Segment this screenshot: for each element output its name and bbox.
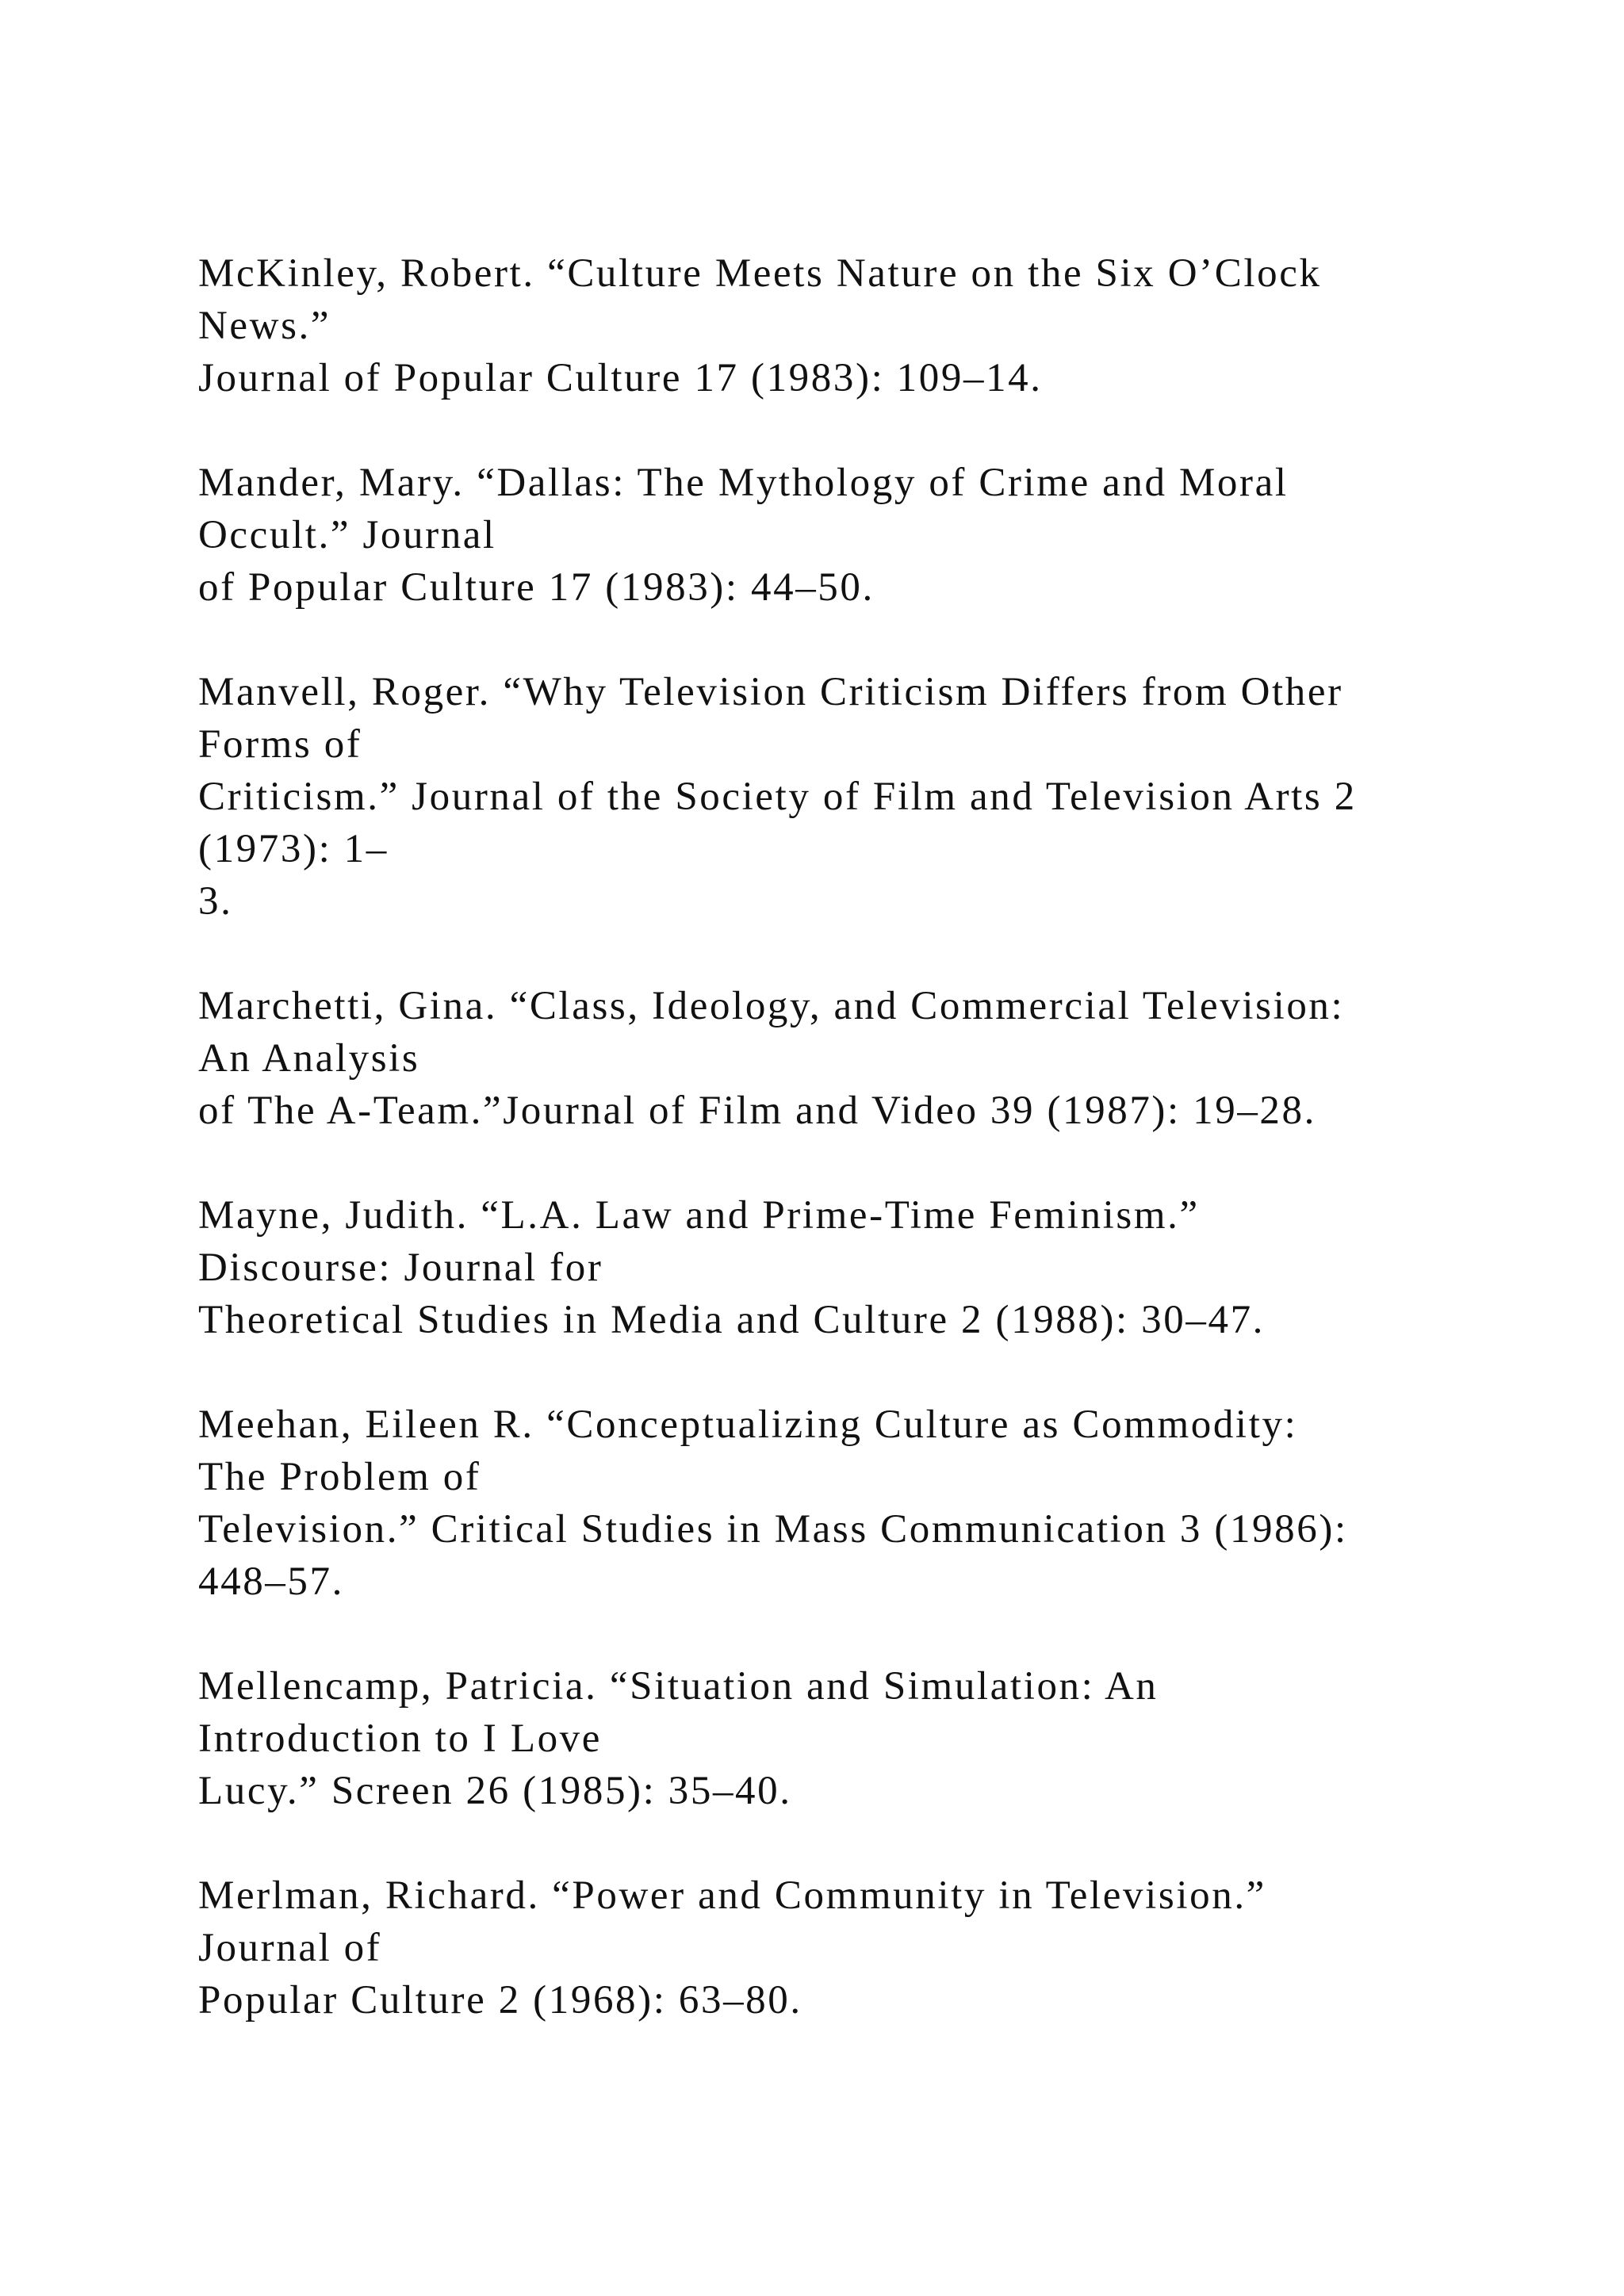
entry-line: Journal of bbox=[198, 1926, 382, 1970]
entry-line: Mander, Mary. “Dallas: The Mythology of Crime and Moral bbox=[198, 461, 1289, 505]
entry-line: Journal of Popular Culture 17 (1983): 109–14. bbox=[198, 356, 1043, 400]
entry-line: Introduction to I Love bbox=[198, 1716, 603, 1761]
bibliography-entry bbox=[198, 1869, 1546, 2026]
entry-line: Criticism.” Journal of the Society of Film and Television Arts 2 bbox=[198, 775, 1357, 819]
entry-line: Marchetti, Gina. “Class, Ideology, and Commercial Television: bbox=[198, 984, 1345, 1028]
entry-line: of The A-Team.”Journal of Film and Video 39 (1987): 19–28. bbox=[198, 1089, 1316, 1133]
entry-line: Manvell, Roger. “Why Television Criticism Differs from Other bbox=[198, 670, 1343, 714]
entry-line: Occult.” Journal bbox=[198, 513, 496, 557]
entry-line: Merlman, Richard. “Power and Community in Television.” bbox=[198, 1873, 1266, 1918]
entry-line: McKinley, Robert. “Culture Meets Nature on the Six O’Clock bbox=[198, 251, 1322, 296]
entry-line: (1973): 1– bbox=[198, 827, 389, 871]
entry-line: Discourse: Journal for bbox=[198, 1246, 603, 1290]
entry-line: Forms of bbox=[198, 722, 362, 767]
bibliography-entry bbox=[198, 980, 1546, 1137]
entry-line: The Problem of bbox=[198, 1455, 481, 1499]
entry-line: Meehan, Eileen R. “Conceptualizing Culture as Commodity: bbox=[198, 1402, 1298, 1447]
entry-line: Mayne, Judith. “L.A. Law and Prime-Time Feminism.” bbox=[198, 1193, 1200, 1238]
bibliography-entry bbox=[198, 1189, 1546, 1346]
bibliography-entry bbox=[198, 1399, 1546, 1608]
entry-line: Mellencamp, Patricia. “Situation and Simulation: An bbox=[198, 1664, 1159, 1709]
entry-line: News.” bbox=[198, 304, 331, 348]
bibliography-entry bbox=[198, 666, 1546, 928]
entry-line: Lucy.” Screen 26 (1985): 35–40. bbox=[198, 1769, 792, 1813]
entry-line: 448–57. bbox=[198, 1559, 344, 1604]
bibliography-entry bbox=[198, 457, 1546, 614]
bibliography-entry bbox=[198, 247, 1546, 404]
entry-line: An Analysis bbox=[198, 1036, 420, 1081]
bibliography-entry bbox=[198, 1660, 1546, 1817]
entry-line: Popular Culture 2 (1968): 63–80. bbox=[198, 1978, 802, 2022]
entry-line: Television.” Critical Studies in Mass Communication 3 (1986): bbox=[198, 1507, 1348, 1552]
entry-line: Theoretical Studies in Media and Culture 2 (1988): 30–47. bbox=[198, 1298, 1266, 1342]
entry-line: 3. bbox=[198, 879, 233, 924]
entry-line: of Popular Culture 17 (1983): 44–50. bbox=[198, 565, 875, 610]
bibliography-list bbox=[198, 247, 1546, 2079]
